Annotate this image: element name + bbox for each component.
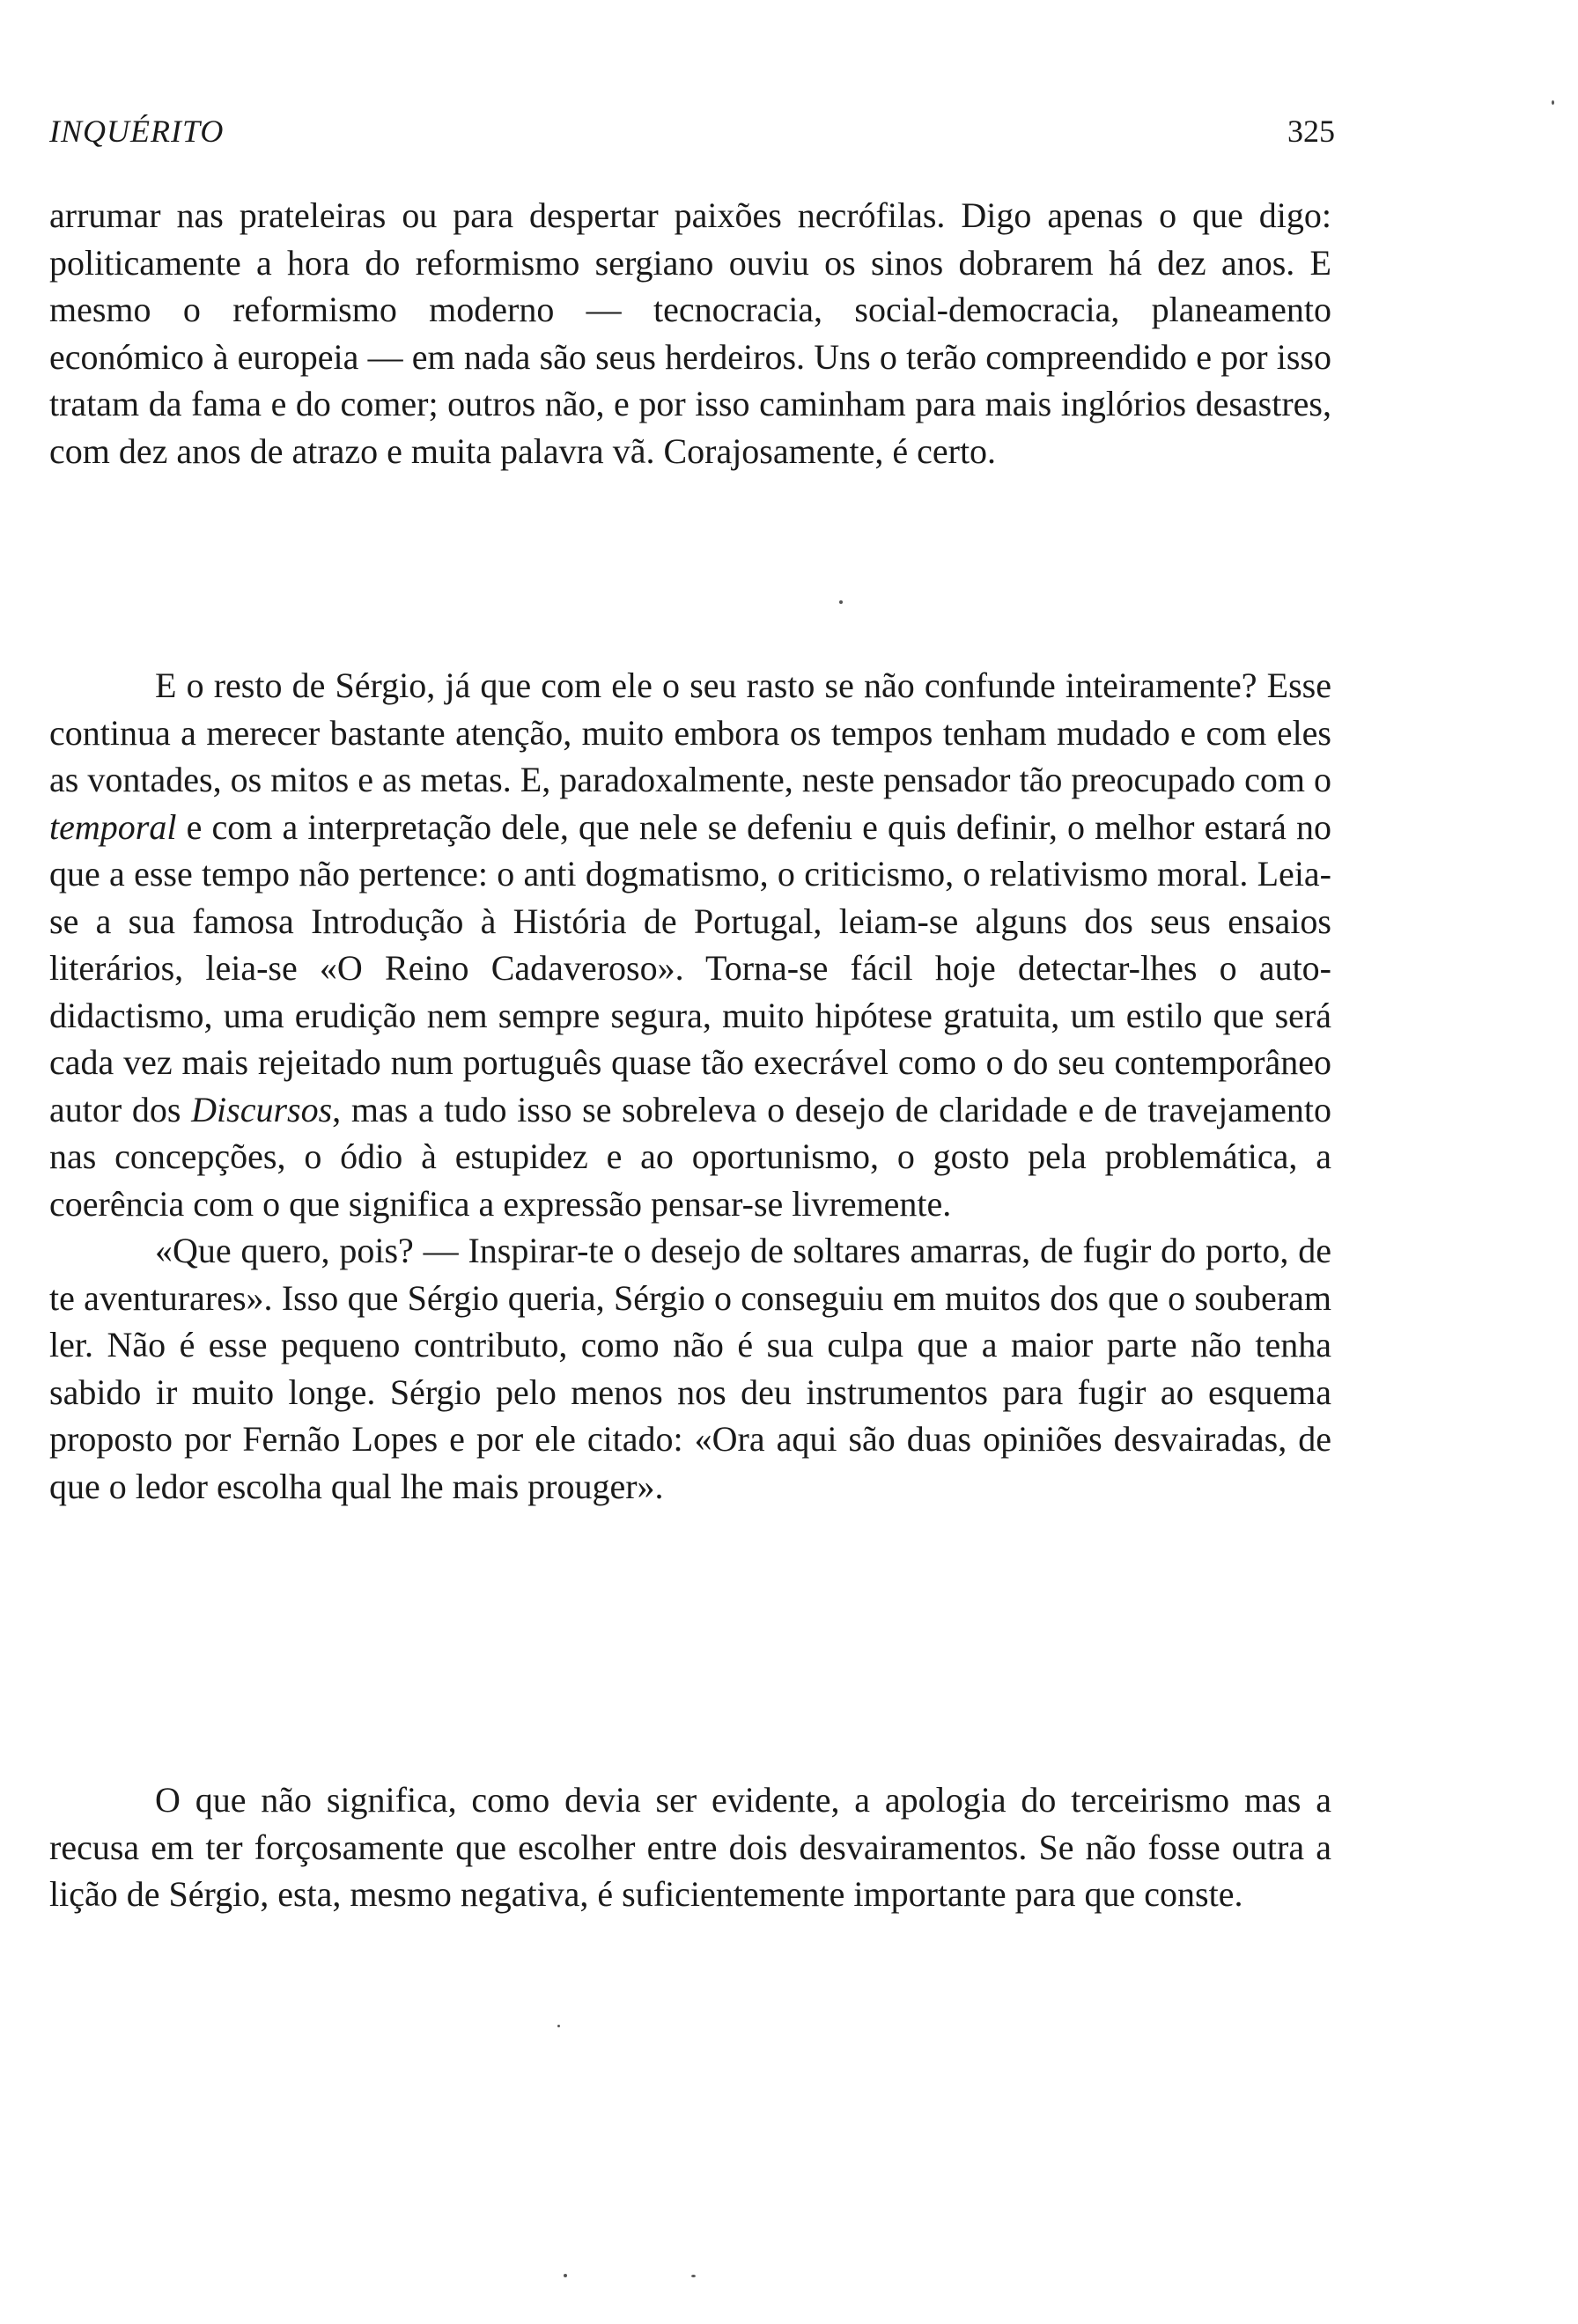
scan-speck: [691, 2275, 696, 2277]
paragraph-2-part-3: , mas a tudo isso se sobreleva o desejo de claridade e de travejamento nas concepções, o ódio à estupidez e ao oportunismo, o gosto pela problemática, a coerência com o que significa a expressão pensar-se livremente.: [49, 1089, 1331, 1224]
text-block-top: [49, 192, 1331, 474]
paragraph-2-part-2: e com a interpretação dele, que nele se defeniu e quis definir, o melhor estará no que a esse tempo não pertence: o anti dogmatismo, o criticismo, o relativismo moral. Leia-se a sua famosa Introdução à História de Portugal, leiam-se alguns dos seus ensaios literários, leia-se «O Reino Cadaveroso». Torna-se fácil hoje detectar-lhes o auto-didactismo, uma erudição nem sempre segura, muito hipótese gratuita, um estilo que será cada vez mais rejeitado num português quase tão execrável como o do seu contemporâneo autor dos: [49, 806, 1331, 1129]
page-number: 325: [1287, 114, 1335, 149]
emphasis-discursos: Discursos: [191, 1089, 333, 1129]
text-block-bottom: [49, 1776, 1331, 1918]
scan-speck: [564, 2274, 567, 2277]
scan-speck: [1552, 100, 1554, 105]
scan-speck: [557, 2025, 560, 2027]
emphasis-temporal: temporal: [49, 806, 177, 847]
scan-speck: [839, 600, 843, 604]
running-title: INQUÉRITO: [49, 114, 225, 149]
paragraph-2: [49, 662, 1331, 1227]
paragraph-2-part-1: E o resto de Sérgio, já que com ele o seu rasto se não confunde inteiramente? Esse continua a merecer bastante atenção, muito embora os tempos tenham mudado e com eles as vontades, os mitos e as metas. E, paradoxalmente, neste pensador tão preocupado com o: [49, 666, 1331, 799]
text-block-middle: [49, 662, 1331, 1510]
paragraph-3: «Que quero, pois? — Inspirar-te o desejo de soltares amarras, de fugir do porto, de te aventurares». Isso que Sérgio queria, Sérgio o conseguiu em muitos dos que o souberam ler. Não é esse pequeno contributo, como não é sua culpa que a maior parte não tenha sabido ir muito longe. Sérgio pelo menos nos deu instrumentos para fugir ao esquema proposto por Fernão Lopes e por ele citado: «Ora aqui são duas opiniões desvairadas, de que o ledor escolha qual lhe mais prouger».: [49, 1231, 1331, 1506]
running-head: [49, 113, 1335, 155]
paragraph-4: O que não significa, como devia ser evidente, a apologia do terceirismo mas a recusa em ter forçosamente que escolher entre dois desvairamentos. Se não fosse outra a lição de Sérgio, esta, mesmo negativa, é suficientemente importante para que conste.: [49, 1780, 1331, 1914]
paragraph-1: arrumar nas prateleiras ou para despertar paixões necrófilas. Digo apenas o que digo: politicamente a hora do reformismo sergiano ouviu os sinos dobrarem há dez anos. E mesmo o reformismo moderno — tecnocracia, social-democracia, planeamento económico à europeia — em nada são seus herdeiros. Uns o terão compreendido e por isso tratam da fama e do comer; outros não, e por isso caminham para mais inglórios desastres, com dez anos de atrazo e muita palavra vã. Corajosamente, é certo.: [49, 195, 1331, 471]
